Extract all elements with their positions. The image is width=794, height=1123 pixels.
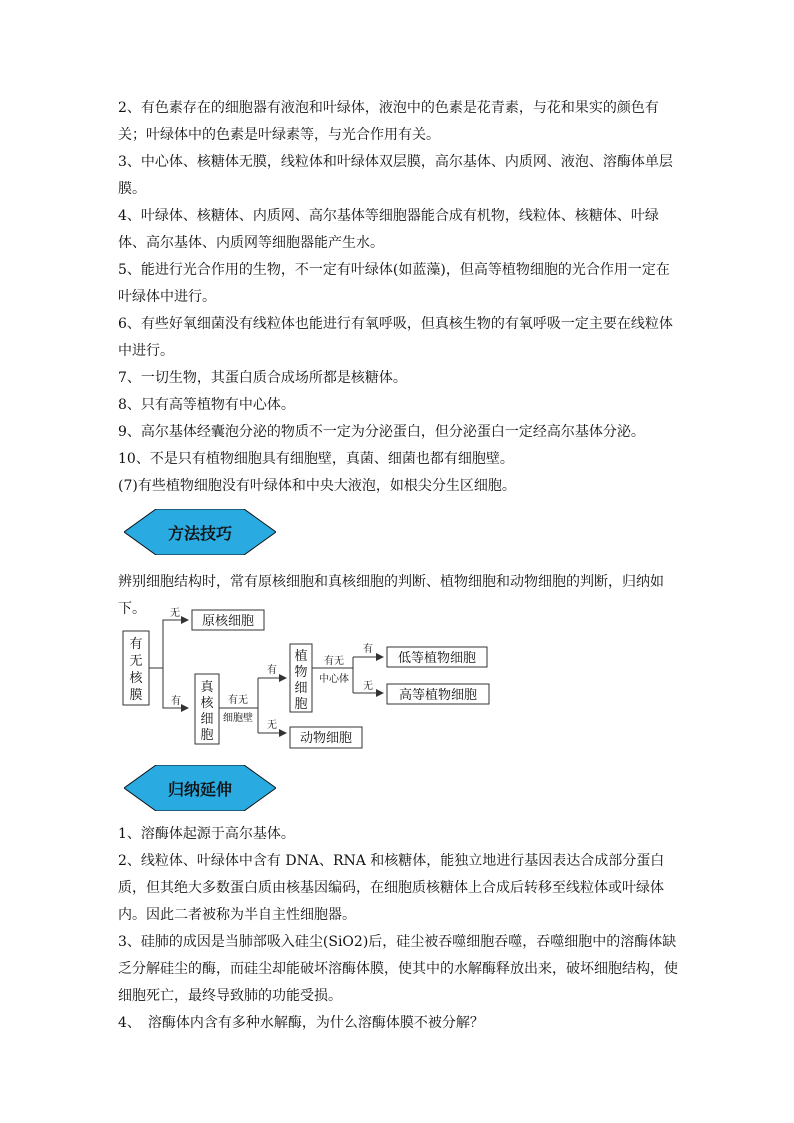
paragraph-silicosis: 3、硅肺的成因是当肺部吸入硅尘(SiO2)后，硅尘被吞噬细胞吞噬，吞噬细胞中的溶酶体缺乏分解硅尘的酶，而硅尘却能破坏溶酶体膜，使其中的水解酶释放出来，破坏细胞结构，使细胞死亡，最终导致肺的功能受损。 (118, 934, 678, 1004)
paragraph-organic-synthesis: 4、叶绿体、核糖体、内质网、高尔基体等细胞器能合成有机物，线粒体、核糖体、叶绿体、高尔基体、内质网等细胞器能产生水。 (118, 208, 659, 251)
banner-title-2: 归纳延伸 (167, 780, 232, 799)
plant-char-2: 物 (294, 665, 308, 680)
root-char-1: 有 (129, 637, 143, 652)
paragraph-root-tip: (7)有些植物细胞没有叶绿体和中央大液泡，如根尖分生区细胞。 (118, 478, 516, 494)
section-banner-extend (124, 765, 276, 811)
paragraph-cell-wall: 10、不是只有植物细胞具有细胞壁，真菌、细菌也都有细胞壁。 (118, 451, 514, 467)
paragraph-lysosome-origin: 1、溶酶体起源于高尔基体。 (118, 826, 295, 842)
root-char-2: 无 (129, 654, 143, 669)
paragraph-semi-autonomous: 2、线粒体、叶绿体中含有 DNA、RNA 和核糖体，能独立地进行基因表达合成部分蛋白质，但其绝大多数蛋白质由核基因编码，在细胞质核糖体上合成后转移至线粒体或叶绿体内。因此二者被称为半自主性细胞器。 (118, 853, 665, 923)
eukaryote-char-3: 细 (200, 712, 214, 727)
eukaryote-char-2: 核 (200, 696, 214, 711)
root-char-4: 膜 (129, 688, 143, 703)
centro-question-line-2: 中心体 (319, 674, 349, 685)
plant-char-3: 细 (294, 681, 308, 696)
centro-question-line-1: 有无 (324, 656, 344, 667)
animal-label: 动物细胞 (299, 731, 353, 746)
label-no-wall: 无 (267, 720, 277, 731)
paragraph-lysosome-question: 4、 溶酶体内含有多种水解酶，为什么溶酶体膜不被分解？ (118, 1015, 484, 1031)
plant-char-1: 植 (294, 649, 308, 664)
wall-question-line-1: 有无 (228, 695, 248, 706)
paragraph-golgi: 9、高尔基体经囊泡分泌的物质不一定为分泌蛋白，但分泌蛋白一定经高尔基体分泌。 (118, 424, 645, 440)
label-no-centrosome: 无 (363, 681, 373, 692)
paragraph-aerobic-respiration: 6、有些好氧细菌没有线粒体也能进行有氧呼吸，但真核生物的有氧呼吸一定主要在线粒体中进行。 (118, 316, 673, 359)
eukaryote-char-4: 胞 (200, 728, 214, 743)
paragraph-membrane-types: 3、中心体、核糖体无膜，线粒体和叶绿体双层膜，高尔基体、内质网、液泡、溶酶体单层膜。 (118, 154, 673, 197)
paragraph-intro: 辨别细胞结构时，常有原核细胞和真核细胞的判断、植物细胞和动物细胞的判断，归纳如下。 (118, 574, 664, 617)
lower-plant-label: 低等植物细胞 (397, 651, 477, 666)
paragraph-ribosome: 7、一切生物，其蛋白质合成场所都是核糖体。 (118, 370, 407, 386)
paragraph-photosynthesis: 5、能进行光合作用的生物，不一定有叶绿体(如蓝藻)，但高等植物细胞的光合作用一定在叶绿体中进行。 (118, 262, 670, 305)
plant-char-4: 胞 (294, 697, 308, 712)
diagram-svg (118, 603, 498, 753)
section-banner-methods (124, 509, 276, 555)
wall-question-line-2: 细胞壁 (223, 713, 253, 724)
banner-title: 方法技巧 (167, 524, 232, 543)
prokaryote-label: 原核细胞 (201, 614, 255, 629)
label-has-wall: 有 (267, 665, 277, 676)
label-has-nucleus: 有 (171, 696, 181, 707)
paragraph-centrosome: 8、只有高等植物有中心体。 (118, 397, 295, 413)
label-has-centrosome: 有 (363, 644, 373, 655)
label-no-nucleus: 无 (170, 608, 180, 619)
eukaryote-char-1: 真 (200, 680, 214, 695)
cell-classification-diagram (118, 603, 498, 753)
higher-plant-label: 高等植物细胞 (398, 688, 478, 703)
root-char-3: 核 (129, 671, 143, 686)
paragraph-pigment-organelles: 2、有色素存在的细胞器有液泡和叶绿体，液泡中的色素是花青素，与花和果实的颜色有关；叶绿体中的色素是叶绿素等，与光合作用有关。 (118, 100, 659, 143)
